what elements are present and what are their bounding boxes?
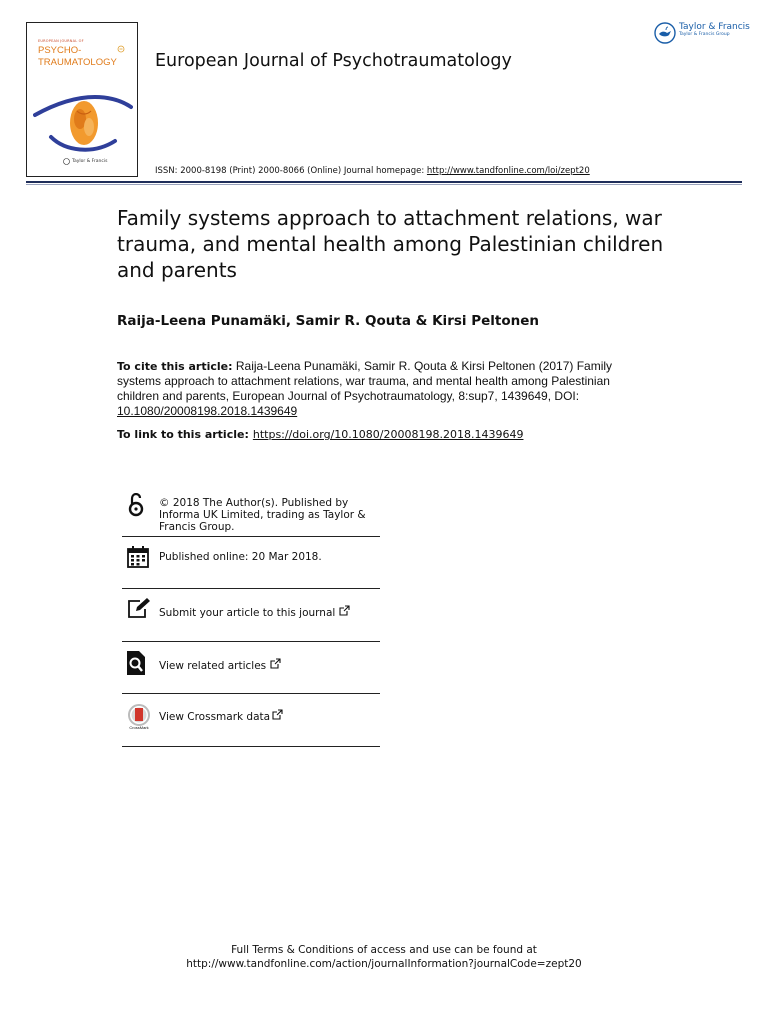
cite-label: To cite this article: <box>117 360 233 373</box>
article-info-list <box>122 488 380 747</box>
external-link-icon <box>270 658 281 673</box>
journal-name: European Journal of Psychotraumatology <box>155 51 512 71</box>
cover-publisher-icon <box>63 158 70 165</box>
article-link-line <box>117 428 523 441</box>
published-date-text: Published online: 20 Mar 2018. <box>159 551 322 563</box>
article-doi-link[interactable]: https://doi.org/10.1080/20008198.2018.1439649 <box>252 428 524 441</box>
crossmark-icon <box>126 704 152 730</box>
taylor-francis-lamp-icon <box>654 22 676 44</box>
search-document-icon <box>126 650 148 676</box>
related-articles-link[interactable] <box>122 642 380 694</box>
cover-title-line2: TRAUMATOLOGY <box>38 57 117 68</box>
external-link-icon <box>339 605 350 620</box>
journal-cover-image <box>26 22 138 177</box>
cite-text: Raija-Leena Punamäki, Samir R. Qouta & Kirsi Peltonen (2017) Family systems approach to attachment relations, war trauma, and mental health among Palestinian children and parents, European Journal of Psychotraumatology, 8:sup7, 1439649, DOI: <box>117 359 613 403</box>
crossmark-badge-text: CrossMark <box>129 725 149 730</box>
related-articles-text: View related articles <box>159 660 267 672</box>
article-title: Family systems approach to attachment relations, war trauma, and mental health among Palestinian children and parents <box>117 206 664 282</box>
submit-article-link[interactable] <box>122 589 380 642</box>
cover-artwork-icon <box>33 85 133 157</box>
article-authors: Raija-Leena Punamäki, Samir R. Qouta & Kirsi Peltonen <box>117 313 539 329</box>
crossmark-text: View Crossmark data <box>159 711 271 723</box>
header-divider-thin <box>26 184 742 185</box>
publisher-logo[interactable] <box>654 22 750 44</box>
footer-line1: Full Terms & Conditions of access and use can be found at <box>231 944 537 956</box>
open-access-icon <box>126 493 146 517</box>
publisher-logo-sub: Taylor & Francis Group <box>679 32 730 37</box>
issn-line <box>155 166 590 176</box>
list-item-license <box>122 488 380 537</box>
footer-terms-link[interactable]: http://www.tandfonline.com/action/journalInformation?journalCode=zept20 <box>186 958 582 970</box>
cover-publisher-mark <box>63 158 107 165</box>
crossmark-link[interactable] <box>122 694 380 747</box>
issn-text: ISSN: 2000-8198 (Print) 2000-8066 (Online) Journal homepage: <box>155 166 427 176</box>
calendar-icon <box>126 545 150 569</box>
journal-homepage-link[interactable]: http://www.tandfonline.com/loi/zept20 <box>426 166 590 176</box>
cover-title <box>38 45 117 69</box>
cover-title-line1: PSYCHO- <box>38 45 82 56</box>
cover-small-title: EUROPEAN JOURNAL OF <box>38 39 84 43</box>
publisher-logo-name: Taylor & Francis <box>679 22 750 32</box>
cover-emblem-icon <box>117 45 125 53</box>
crossmark-label <box>159 709 283 724</box>
submit-edit-icon <box>126 597 152 619</box>
submit-article-label <box>159 605 350 620</box>
license-text: © 2018 The Author(s). Published by Informa UK Limited, trading as Taylor & Francis Group. <box>159 497 366 533</box>
related-articles-label <box>159 658 281 673</box>
submit-article-text: Submit your article to this journal <box>159 607 336 619</box>
cover-publisher-label: Taylor & Francis <box>72 159 108 164</box>
terms-footer <box>0 943 768 971</box>
list-item-published <box>122 537 380 589</box>
citation-block <box>117 359 647 419</box>
external-link-icon <box>272 709 283 724</box>
link-label: To link to this article: <box>117 428 249 441</box>
header-divider <box>26 181 742 183</box>
cite-doi[interactable]: 10.1080/20008198.2018.1439649 <box>117 404 298 418</box>
